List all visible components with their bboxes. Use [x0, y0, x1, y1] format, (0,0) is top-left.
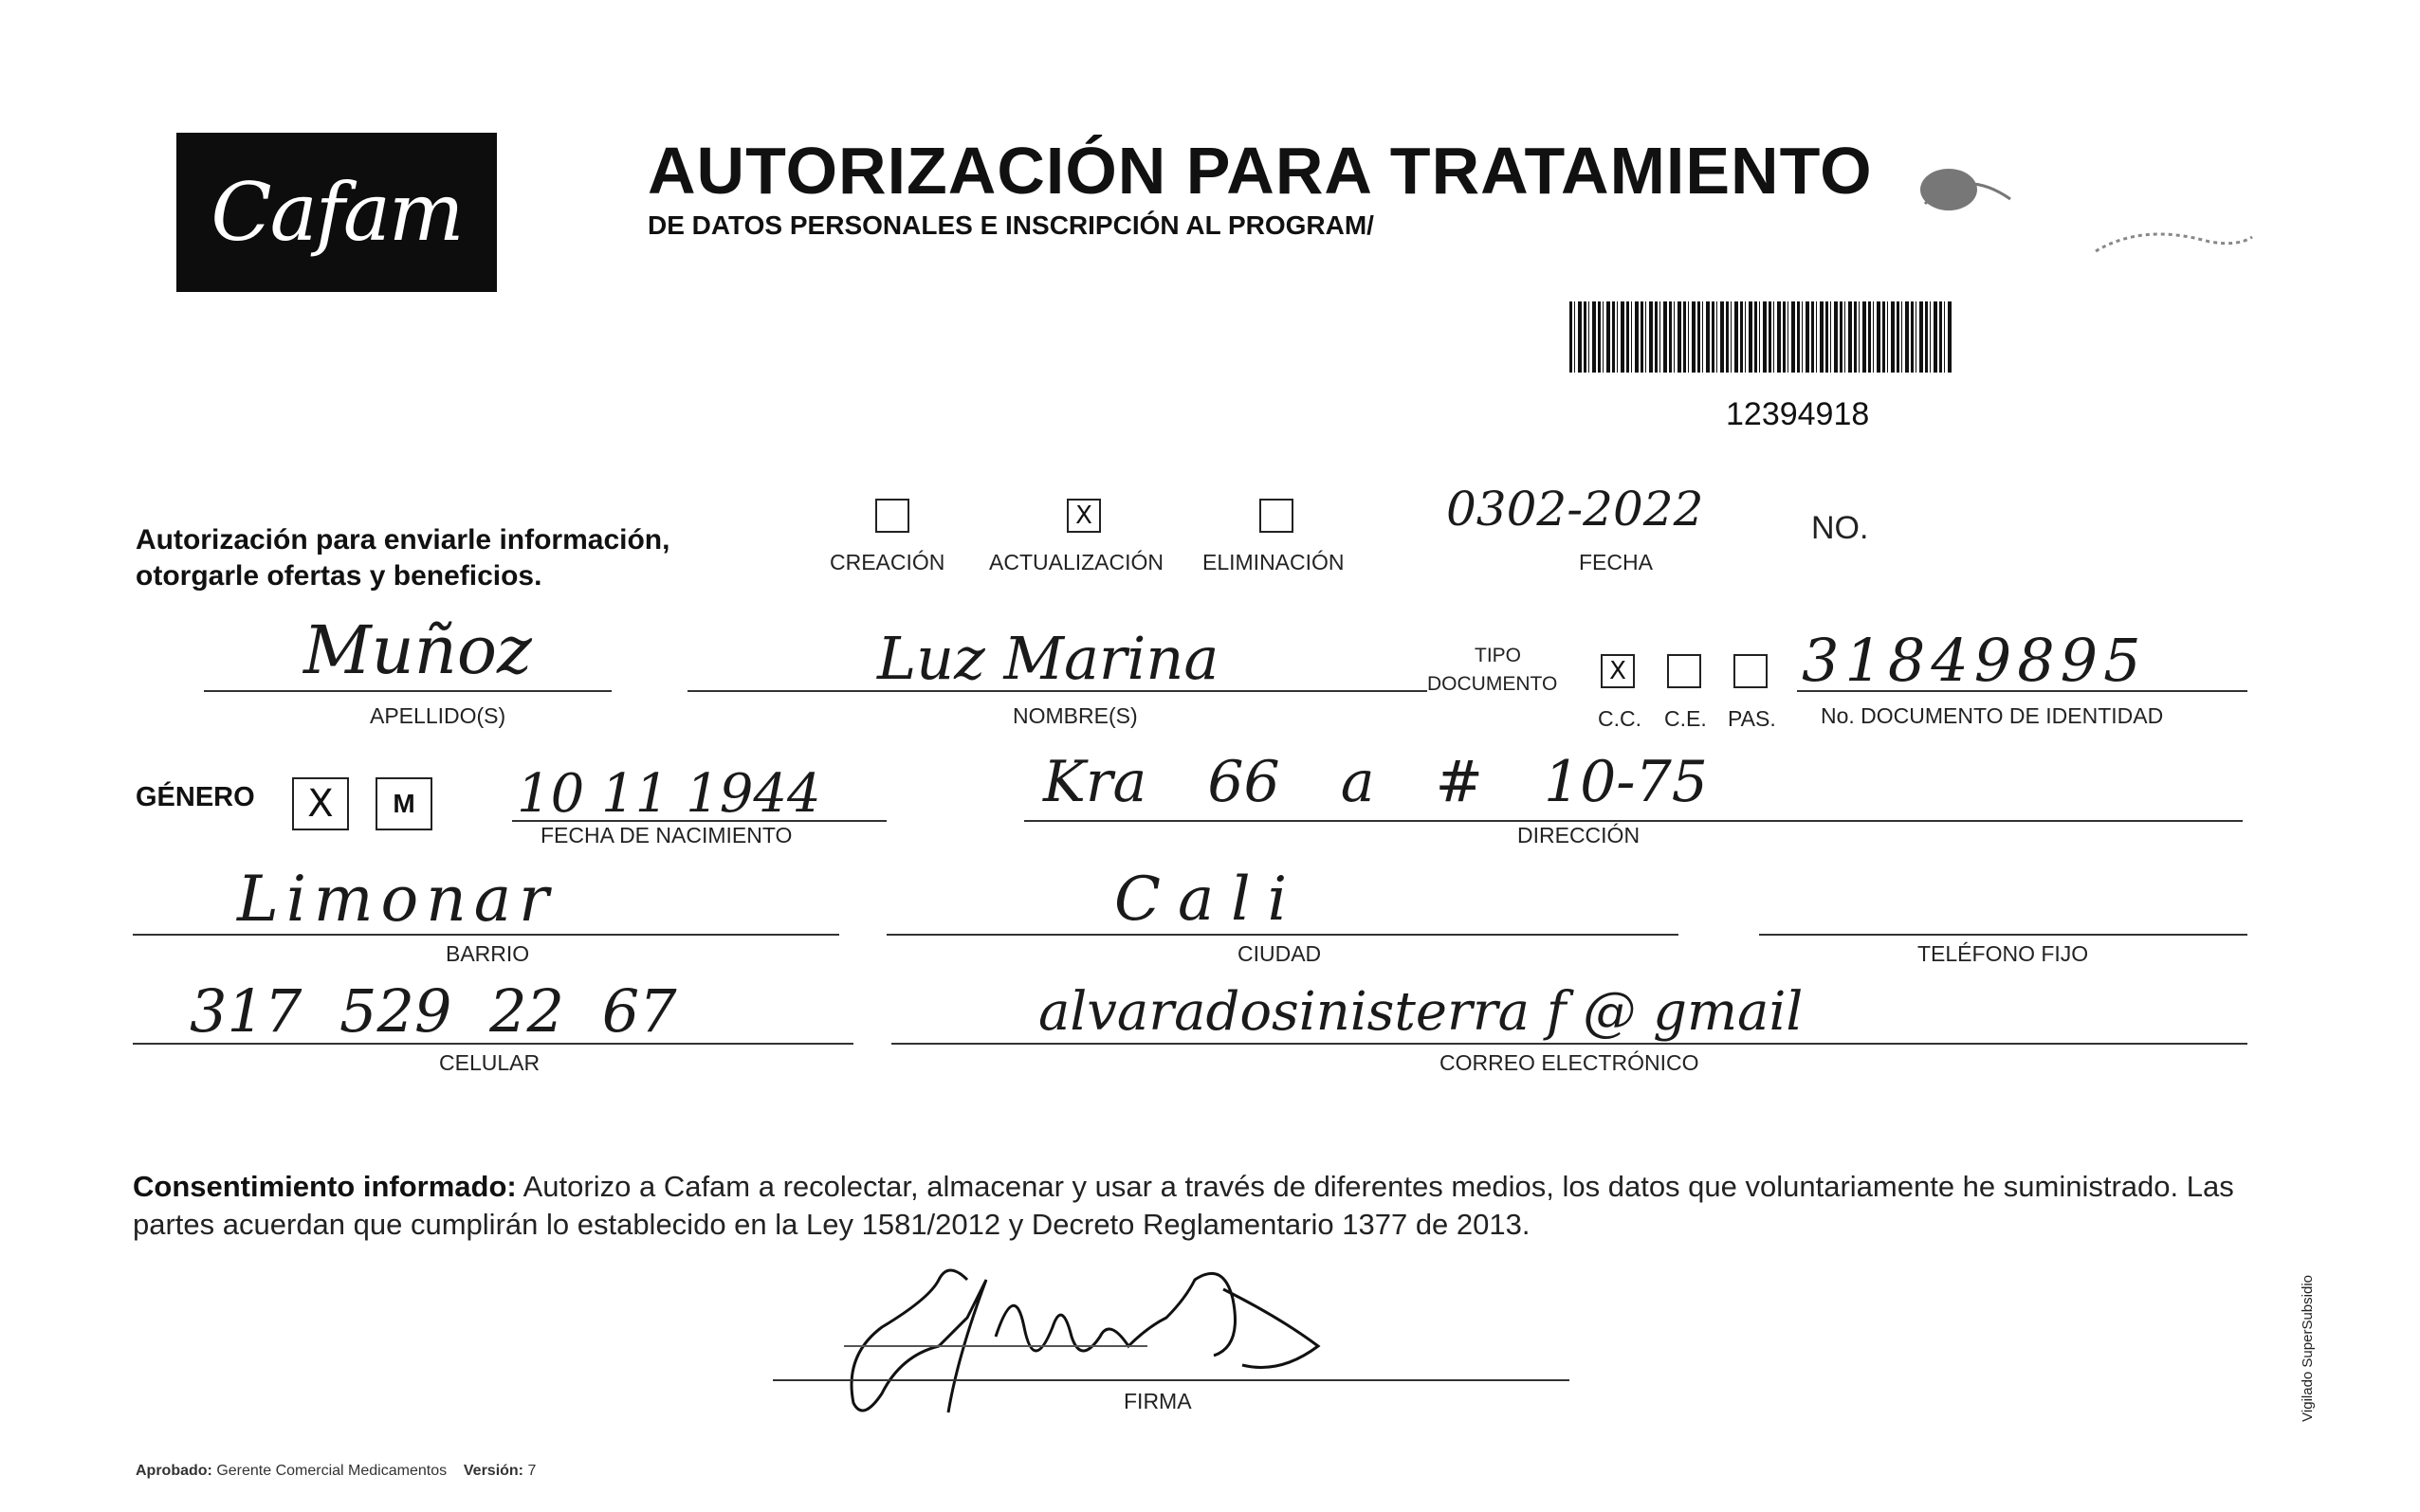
firma-line [773, 1379, 1569, 1381]
ciudad-label: CIUDAD [1238, 941, 1322, 966]
firma-label: FIRMA [1124, 1389, 1192, 1413]
correo-label: CORREO ELECTRÓNICO [1439, 1050, 1699, 1075]
consent-heading: Consentimiento informado: [133, 1170, 517, 1203]
version-label: Versión: [463, 1463, 524, 1479]
ce-label: C.E. [1664, 706, 1707, 731]
creacion-checkbox[interactable] [875, 499, 909, 533]
apellido-value[interactable]: Muñoz [303, 611, 532, 689]
ce-checkbox[interactable] [1667, 654, 1701, 688]
authorization-label-line1: Autorización para enviarle información, [136, 524, 670, 556]
documento-value[interactable]: 31849895 [1802, 626, 2147, 695]
form-subtitle: DE DATOS PERSONALES E INSCRIPCIÓN AL PROGRAM/ [648, 210, 1374, 240]
footer-approval [136, 1463, 536, 1480]
fecha-nacimiento-label: FECHA DE NACIMIENTO [541, 823, 793, 847]
fecha-value[interactable]: 0302-2022 [1446, 482, 1704, 537]
barcode [1569, 301, 1953, 373]
apellido-line [204, 690, 612, 692]
documento-number-label: No. DOCUMENTO DE IDENTIDAD [1821, 703, 2164, 728]
apellido-label: APELLIDO(S) [370, 703, 506, 728]
correo-line [891, 1043, 2247, 1045]
side-vigilado-text: Vigilado SuperSubsidio [2300, 1275, 2316, 1422]
direccion-label: DIRECCIÓN [1517, 823, 1641, 847]
direccion-value[interactable]: Kra 66 a # 10-75 [1043, 749, 1708, 815]
direccion-line [1024, 820, 2243, 822]
consent-text: Autorizo a Cafam a recolectar, almacenar y usar a través de diferentes medios, los datos que voluntariamente he suministrado. Las partes acuerdan que cumplirán lo establecido en la Ley 1581/2012 y Decreto Reglamentario 1377 de 2013. [133, 1170, 2234, 1241]
celular-label: CELULAR [439, 1050, 541, 1075]
eliminacion-checkbox[interactable] [1259, 499, 1293, 533]
aprobado-label: Aprobado: [136, 1463, 212, 1479]
eliminacion-label: ELIMINACIÓN [1202, 550, 1345, 574]
aprobado-value: Gerente Comercial Medicamentos [216, 1463, 448, 1479]
authorization-label [136, 522, 669, 594]
telefono-line [1759, 934, 2247, 936]
stamp-mark [1906, 147, 2266, 280]
cafam-logo: Cafam [176, 133, 497, 292]
actualizacion-checkbox[interactable]: X [1067, 499, 1101, 533]
fecha-nacimiento-value[interactable]: 10 11 1944 [517, 763, 821, 825]
celular-value[interactable]: 317 529 22 67 [190, 976, 677, 1046]
ciudad-value[interactable]: Cali [1114, 865, 1305, 935]
tipo-label: TIPO [1475, 645, 1522, 666]
nombre-value[interactable]: Luz Marina [877, 624, 1219, 693]
actualizacion-label: ACTUALIZACIÓN [989, 550, 1164, 574]
documento-label: DOCUMENTO [1427, 673, 1558, 695]
consent-paragraph [133, 1168, 2238, 1244]
creacion-label: CREACIÓN [830, 550, 945, 574]
cc-label: C.C. [1598, 706, 1641, 731]
genero-label: GÉNERO [136, 782, 255, 812]
version-value: 7 [527, 1463, 537, 1479]
authorization-label-line2: otorgarle ofertas y beneficios. [136, 560, 542, 592]
no-label: NO. [1811, 510, 1869, 546]
fecha-label: FECHA [1579, 550, 1653, 574]
nombre-label: NOMBRE(S) [1013, 703, 1138, 728]
barrio-value[interactable]: Limonar [237, 863, 557, 936]
barcode-number: 12394918 [1726, 396, 1870, 432]
barrio-label: BARRIO [446, 941, 530, 966]
genero-f-checkbox[interactable]: X [292, 777, 349, 830]
genero-m-checkbox[interactable]: M [376, 777, 432, 830]
cc-checkbox[interactable]: X [1601, 654, 1635, 688]
pas-label: PAS. [1728, 706, 1776, 731]
form-title: AUTORIZACIÓN PARA TRATAMIENTO [648, 134, 1873, 208]
correo-value[interactable]: alvaradosinisterra f @ gmail [1038, 981, 1804, 1043]
telefono-label: TELÉFONO FIJO [1917, 941, 2089, 966]
pas-checkbox[interactable] [1733, 654, 1768, 688]
